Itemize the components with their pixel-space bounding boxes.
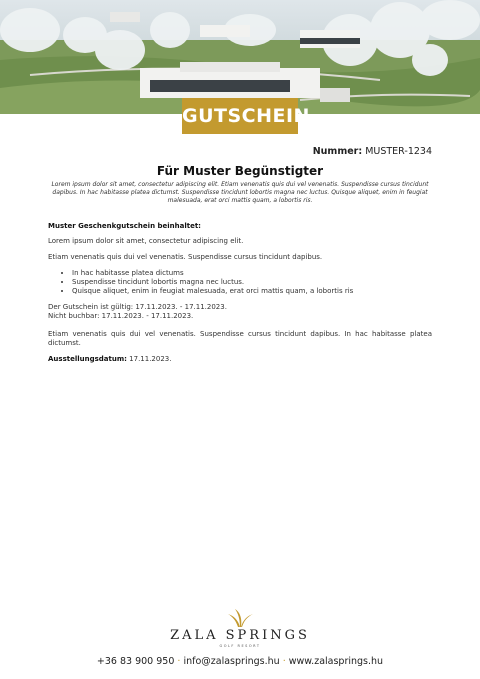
content-heading: Muster Geschenkgutschein beinhaltet: [48, 222, 201, 230]
content-bullet-list [48, 269, 432, 296]
not-bookable-dates: Nicht buchbar: 17.11.2023. - 17.11.2023. [48, 312, 194, 320]
list-item: • Quisque aliquet, enim in feugiat malesuada, erat orci mattis quam, a lobortis ris [72, 287, 432, 296]
voucher-number [313, 146, 432, 157]
email-link[interactable]: info@zalasprings.hu [183, 656, 280, 667]
valid-dates: Der Gutschein ist gültig: 17.11.2023. - 17.11.2023. [48, 303, 227, 311]
website-link[interactable]: www.zalasprings.hu [288, 656, 384, 667]
validity-block [48, 303, 432, 321]
brand-subtitle: GOLF RESORT [219, 644, 261, 648]
resort-aerial-image [0, 0, 480, 114]
list-item: • In hac habitasse platea dictums [72, 269, 432, 278]
voucher-intro: Lorem ipsum dolor sit amet, consectetur adipiscing elit. Etiam venenatis quis dui vel venenatis. Suspendisse cursus tincidunt dapibus. In hac habitasse platea dictumst. Suspendisse tincidunt lobortis magna nec luctus. Quisque aliquet, enim in feugiat malesuada, erat orci mattis quam, a lobortis ris. [51, 181, 429, 204]
wheat-leaf-icon [225, 608, 255, 628]
zala-springs-logo [0, 608, 480, 648]
voucher-body [48, 222, 432, 371]
content-paragraph-3: Etiam venenatis quis dui vel venenatis. Suspendisse cursus tincidunt dapibus. In hac habitasse platea dictumst. [48, 330, 432, 347]
brand-name: ZALA SPRINGS [170, 628, 310, 643]
voucher-title: Für Muster Begünstigter [156, 164, 324, 178]
content-paragraph-1: Lorem ipsum dolor sit amet, consectetur adipiscing elit. [48, 237, 244, 245]
hero-photo [0, 0, 480, 114]
issue-date [48, 355, 432, 364]
separator: · [282, 656, 286, 667]
phone-number: +36 83 900 950 [96, 656, 175, 667]
issue-date-value: 17.11.2023. [129, 355, 172, 363]
voucher-number-label: Nummer: [312, 146, 363, 157]
list-item: • Suspendisse tincidunt lobortis magna nec luctus. [72, 278, 432, 287]
contact-line [0, 656, 480, 667]
gutschein-badge: GUTSCHEIN [182, 98, 298, 134]
content-paragraph-2: Etiam venenatis quis dui vel venenatis. Suspendisse cursus tincidunt dapibus. [48, 253, 323, 261]
voucher-number-value: MUSTER-1234 [365, 146, 432, 157]
separator: · [177, 656, 181, 667]
issue-date-label: Ausstellungsdatum: [48, 355, 127, 363]
